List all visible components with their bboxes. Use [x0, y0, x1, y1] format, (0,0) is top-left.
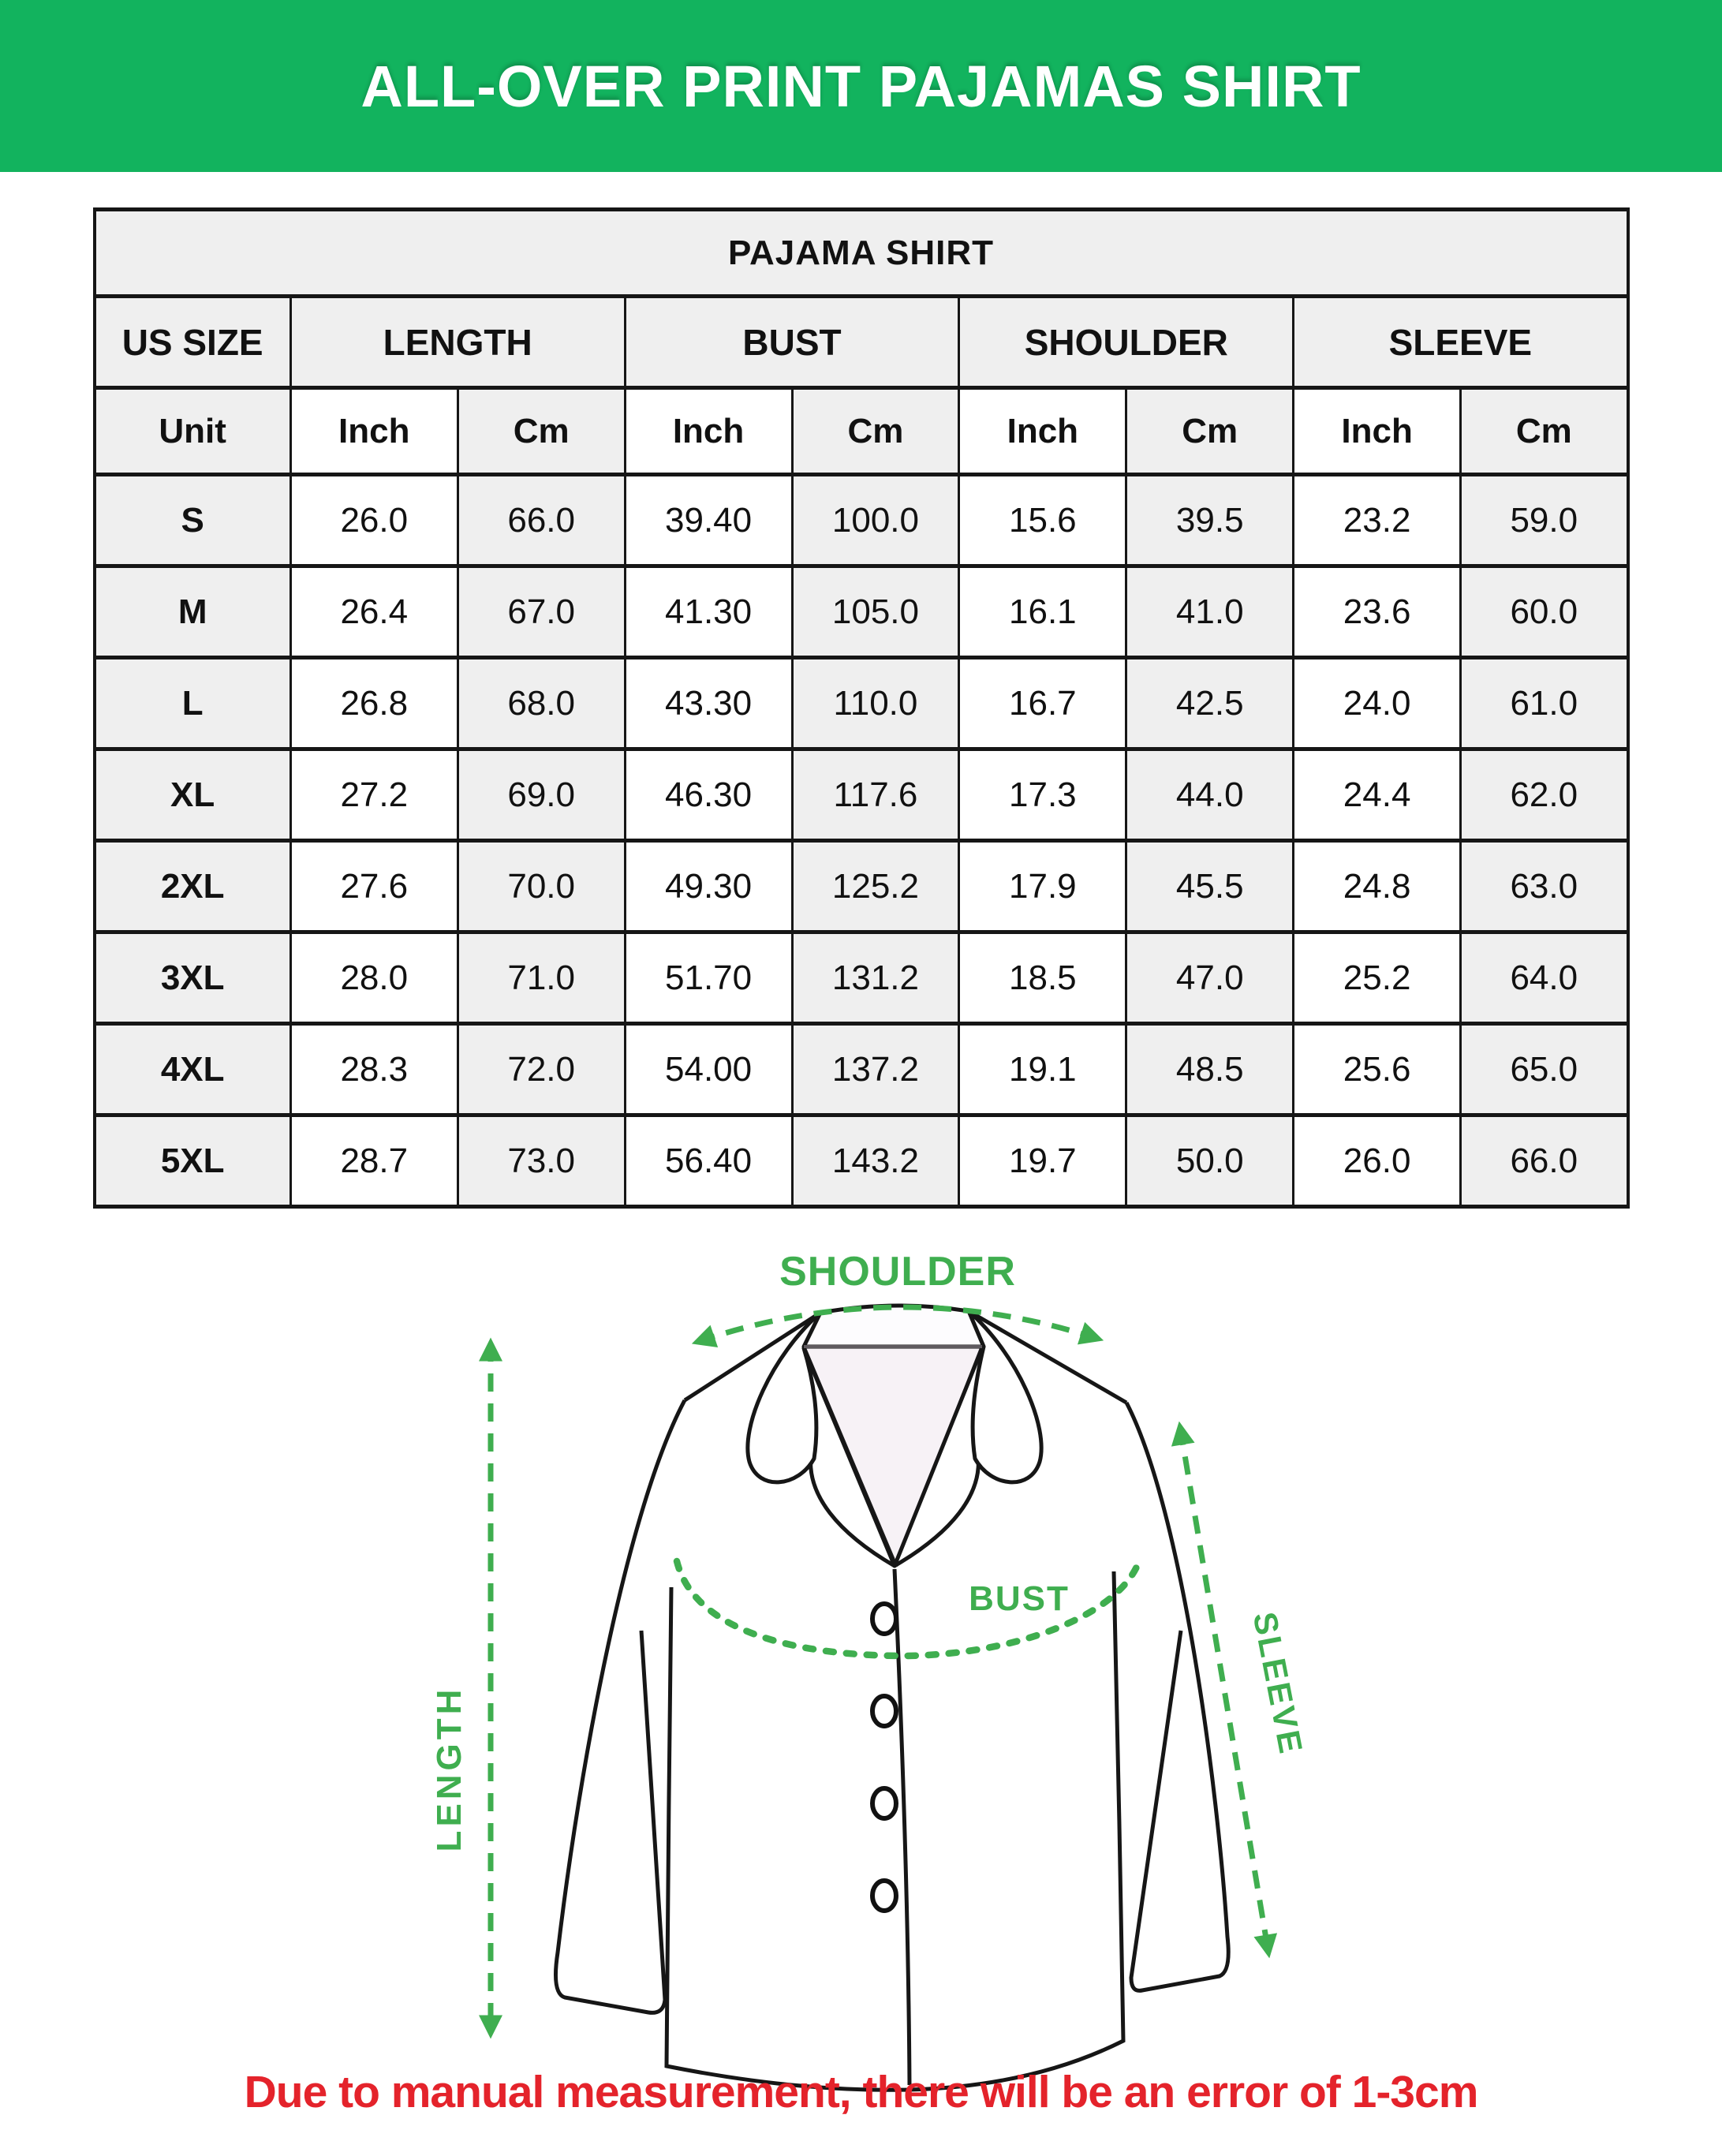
pajama-shirt-diagram — [0, 1220, 1722, 2154]
value-cell: 43.30 — [625, 658, 792, 749]
value-cell: 100.0 — [792, 475, 959, 566]
value-cell: 72.0 — [458, 1024, 625, 1115]
value-cell: 19.7 — [959, 1115, 1126, 1207]
value-cell: 45.5 — [1126, 841, 1294, 932]
group-header-length: LENGTH — [290, 297, 625, 388]
value-cell: 64.0 — [1461, 932, 1628, 1024]
value-cell: 28.7 — [290, 1115, 458, 1207]
shoulder-label: SHOULDER — [779, 1249, 1016, 1295]
value-cell: 17.9 — [959, 841, 1126, 932]
group-header-sleeve: SLEEVE — [1294, 297, 1628, 388]
unit-cell-inch: Inch — [290, 388, 458, 475]
value-cell: 66.0 — [458, 475, 625, 566]
value-cell: 105.0 — [792, 566, 959, 658]
value-cell: 26.8 — [290, 658, 458, 749]
value-cell: 39.40 — [625, 475, 792, 566]
value-cell: 48.5 — [1126, 1024, 1294, 1115]
unit-cell-cm: Cm — [1126, 388, 1294, 475]
value-cell: 28.0 — [290, 932, 458, 1024]
value-cell: 49.30 — [625, 841, 792, 932]
value-cell: 42.5 — [1126, 658, 1294, 749]
size-cell: S — [95, 475, 291, 566]
shirt-button — [872, 1881, 896, 1911]
value-cell: 117.6 — [792, 749, 959, 841]
shirt-button — [872, 1696, 896, 1726]
value-cell: 143.2 — [792, 1115, 959, 1207]
value-cell: 47.0 — [1126, 932, 1294, 1024]
table-row — [95, 932, 1628, 1024]
table-title: PAJAMA SHIRT — [95, 210, 1628, 297]
value-cell: 61.0 — [1461, 658, 1628, 749]
value-cell: 62.0 — [1461, 749, 1628, 841]
value-cell: 16.1 — [959, 566, 1126, 658]
table-row — [95, 749, 1628, 841]
value-cell: 70.0 — [458, 841, 625, 932]
unit-cell-cm: Cm — [1461, 388, 1628, 475]
size-cell: 4XL — [95, 1024, 291, 1115]
value-cell: 51.70 — [625, 932, 792, 1024]
value-cell: 56.40 — [625, 1115, 792, 1207]
value-cell: 15.6 — [959, 475, 1126, 566]
value-cell: 60.0 — [1461, 566, 1628, 658]
value-cell: 23.6 — [1294, 566, 1461, 658]
value-cell: 23.2 — [1294, 475, 1461, 566]
size-cell: 2XL — [95, 841, 291, 932]
value-cell: 63.0 — [1461, 841, 1628, 932]
value-cell: 67.0 — [458, 566, 625, 658]
group-header-bust: BUST — [625, 297, 959, 388]
value-cell: 68.0 — [458, 658, 625, 749]
value-cell: 44.0 — [1126, 749, 1294, 841]
value-cell: 16.7 — [959, 658, 1126, 749]
size-cell: M — [95, 566, 291, 658]
group-header-shoulder: SHOULDER — [959, 297, 1294, 388]
value-cell: 59.0 — [1461, 475, 1628, 566]
unit-cell-inch: Inch — [959, 388, 1126, 475]
size-chart-table — [93, 207, 1630, 1209]
value-cell: 71.0 — [458, 932, 625, 1024]
size-cell: L — [95, 658, 291, 749]
value-cell: 137.2 — [792, 1024, 959, 1115]
value-cell: 65.0 — [1461, 1024, 1628, 1115]
value-cell: 50.0 — [1126, 1115, 1294, 1207]
pajama-shirt-drawing — [555, 1302, 1228, 2090]
measurement-note: Due to manual measurement, there will be an error of 1-3cm — [244, 2067, 1478, 2117]
page-title: ALL-OVER PRINT PAJAMAS SHIRT — [360, 53, 1362, 119]
unit-cell-inch: Inch — [1294, 388, 1461, 475]
table-row — [95, 566, 1628, 658]
bust-label: BUST — [969, 1579, 1070, 1618]
table-row — [95, 841, 1628, 932]
unit-cell-cm: Cm — [458, 388, 625, 475]
value-cell: 54.00 — [625, 1024, 792, 1115]
value-cell: 69.0 — [458, 749, 625, 841]
value-cell: 26.0 — [1294, 1115, 1461, 1207]
size-cell: XL — [95, 749, 291, 841]
value-cell: 39.5 — [1126, 475, 1294, 566]
size-chart-wrap — [93, 207, 1630, 1209]
value-cell: 41.30 — [625, 566, 792, 658]
measurement-diagram — [0, 1220, 1722, 2154]
value-cell: 73.0 — [458, 1115, 625, 1207]
size-cell: 5XL — [95, 1115, 291, 1207]
value-cell: 27.6 — [290, 841, 458, 932]
value-cell: 41.0 — [1126, 566, 1294, 658]
table-row — [95, 658, 1628, 749]
value-cell: 110.0 — [792, 658, 959, 749]
unit-cell: Unit — [95, 388, 291, 475]
table-row — [95, 475, 1628, 566]
size-rows — [95, 475, 1628, 1207]
shirt-button — [872, 1604, 896, 1634]
value-cell: 25.6 — [1294, 1024, 1461, 1115]
unit-cell-cm: Cm — [792, 388, 959, 475]
table-row — [95, 1115, 1628, 1207]
value-cell: 17.3 — [959, 749, 1126, 841]
value-cell: 25.2 — [1294, 932, 1461, 1024]
table-row — [95, 1024, 1628, 1115]
shirt-button — [872, 1788, 896, 1818]
value-cell: 66.0 — [1461, 1115, 1628, 1207]
banner — [0, 0, 1722, 172]
sleeve-label: SLEEVE — [1246, 1609, 1310, 1758]
value-cell: 28.3 — [290, 1024, 458, 1115]
value-cell: 19.1 — [959, 1024, 1126, 1115]
value-cell: 46.30 — [625, 749, 792, 841]
unit-cell-inch: Inch — [625, 388, 792, 475]
group-header-us-size: US SIZE — [95, 297, 291, 388]
length-label: LENGTH — [430, 1685, 469, 1852]
value-cell: 26.0 — [290, 475, 458, 566]
value-cell: 26.4 — [290, 566, 458, 658]
value-cell: 24.0 — [1294, 658, 1461, 749]
value-cell: 18.5 — [959, 932, 1126, 1024]
size-cell: 3XL — [95, 932, 291, 1024]
value-cell: 24.8 — [1294, 841, 1461, 932]
value-cell: 125.2 — [792, 841, 959, 932]
value-cell: 131.2 — [792, 932, 959, 1024]
value-cell: 27.2 — [290, 749, 458, 841]
value-cell: 24.4 — [1294, 749, 1461, 841]
